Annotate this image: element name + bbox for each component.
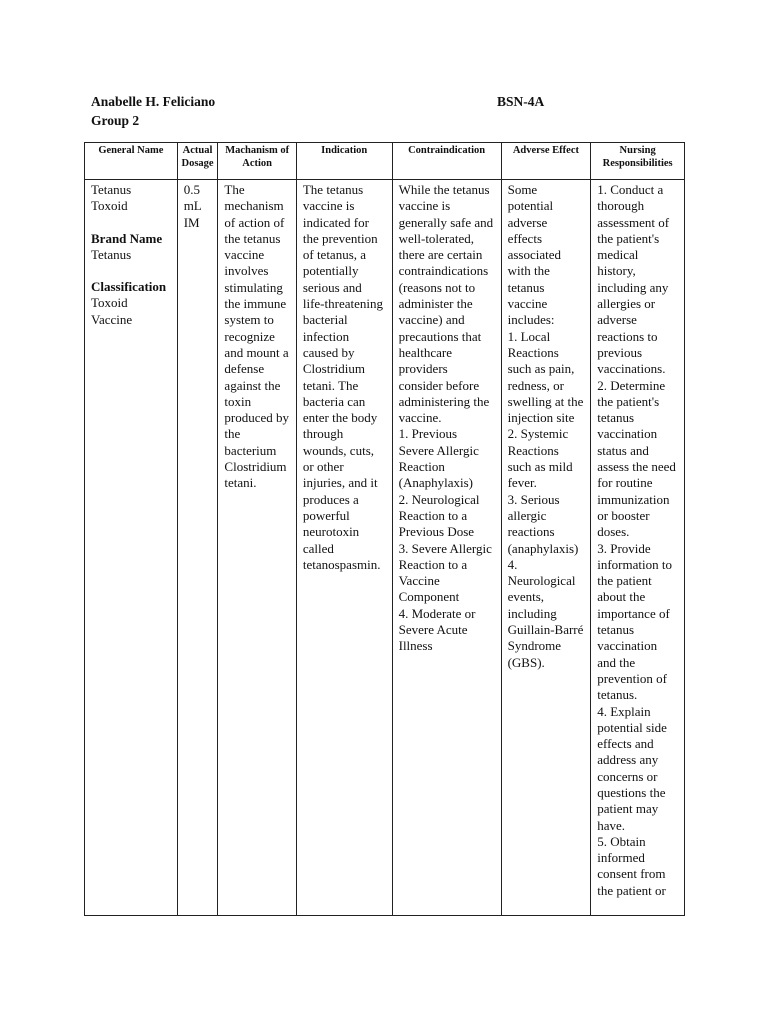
adverse-effect-item: 4. Neurological events, including Guillain-Barré Syndrome (GBS). [507,556,584,670]
cell-adverse-effect [501,180,591,916]
course-section: BSN-4A [497,94,545,109]
nursing-item: 2. Determine the patient's tetanus vaccination status and assess the need for routine immunization or booster doses. [597,377,676,540]
cell-nursing-responsibilities [591,180,685,916]
adverse-effect-item: 2. Systemic Reactions such as mild fever. [507,426,573,491]
contraindication-item: 1. Previous Severe Allergic Reaction (Anaphylaxis) [398,426,479,491]
adverse-effect-item: 1. Local Reactions such as pain, redness, or swelling at the injection site [507,328,584,426]
col-nursing-responsibilities: Nursing Responsibilities [591,143,685,180]
general-name-value: Tetanus Toxoid [91,182,132,214]
col-actual-dosage: Actual Dosage [177,143,218,180]
brand-name-label: Brand Name [91,230,163,246]
contraindication-item: 2. Neurological Reaction to a Previous Dose [398,491,480,540]
cell-contraindication [392,180,501,916]
adverse-effect-item: 3. Serious allergic reactions (anaphylaxis) [507,491,579,556]
nursing-item: 5. Obtain informed consent from the patient or [597,833,666,898]
cell-general-name [85,180,178,916]
group-label: Group 2 [91,113,140,128]
nursing-item: 4. Explain potential side effects and address any concerns or questions the patient may have. [597,703,667,833]
classification-value: Toxoid Vaccine [91,295,133,327]
nursing-item: 1. Conduct a thorough assessment of the patient's medical history, including any allergies or adverse reactions to previous vaccinations. [597,182,670,377]
cell-indication: The tetanus vaccine is indicated for the prevention of tetanus, a potentially serious and life-threatening bacterial infection caused by Clostridium tetani. The bacteria can enter the body through wounds, cuts, or other injuries, and it produces a powerful neurotoxin called tetanospasmin. [296,180,392,916]
col-mechanism: Machanism of Action [218,143,296,180]
adverse-effect-item: Some potential adverse effects associated with the tetanus vaccine includes: [507,182,562,328]
contraindication-item: 3. Severe Allergic Reaction to a Vaccine Component [398,540,492,605]
table-header-row [85,143,685,180]
nursing-item: 3. Provide information to the patient about the importance of tetanus vaccination and the prevention of tetanus. [597,540,672,703]
col-adverse-effect: Adverse Effect [501,143,591,180]
brand-name-value: Tetanus [91,246,132,262]
contraindication-item: While the tetanus vaccine is generally safe and well-tolerated, there are certain contraindications (reasons not to administer the vaccine) and precautions that healthcare providers consider before administering the vaccine. [398,182,494,426]
col-general-name: General Name [85,143,178,180]
cell-mechanism: The mechanism of action of the tetanus vaccine involves stimulating the immune system to recognize and mount a defense against the toxin produced by the bacterium Clostridium tetani. [218,180,296,916]
col-contraindication: Contraindication [392,143,501,180]
drug-study-table [84,142,685,916]
cell-dosage: 0.5 mL IM [177,180,218,916]
classification-label: Classification [91,279,167,295]
contraindication-item: 4. Moderate or Severe Acute Illness [398,605,476,654]
col-indication: Indication [296,143,392,180]
student-name: Anabelle H. Feliciano [91,94,216,109]
table-row [85,180,685,916]
